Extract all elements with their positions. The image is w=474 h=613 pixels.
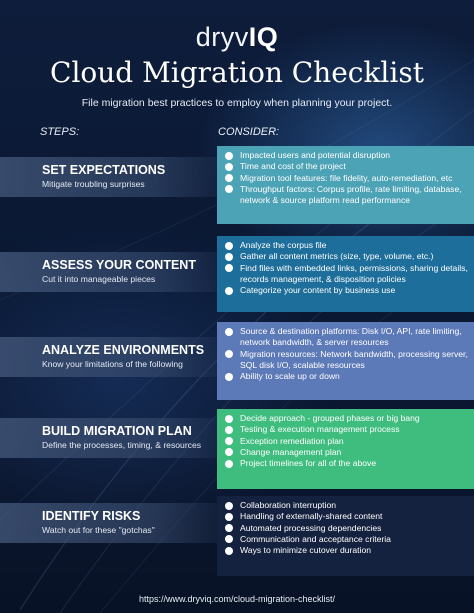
- bullet-icon: [225, 415, 233, 423]
- bullet-icon: [225, 437, 233, 445]
- bullet-icon: [225, 502, 233, 510]
- consider-panel-identify-risks: [217, 496, 474, 576]
- checklist-item: Categorize your content by business use: [240, 285, 470, 296]
- step-title: IDENTIFY RISKS: [42, 509, 141, 523]
- bullet-icon: [225, 163, 233, 171]
- steps-column-header: STEPS:: [40, 126, 80, 138]
- step-identify-risks: [0, 503, 222, 543]
- step-title: SET EXPECTATIONS: [42, 163, 166, 177]
- bullet-icon: [225, 242, 233, 250]
- step-analyze-environments: [0, 337, 222, 377]
- checklist-item: Testing & execution management process: [240, 424, 470, 435]
- checklist-item: Ability to scale up or down: [240, 371, 470, 382]
- checklist-item: Throughput factors: Corpus profile, rate limiting, database, network & source platform read performance: [240, 184, 470, 207]
- step-build-migration-plan: [0, 418, 222, 458]
- bullet-icon: [225, 287, 233, 295]
- page-title: Cloud Migration Checklist: [50, 56, 424, 89]
- consider-panel-analyze-environments: [217, 322, 474, 400]
- step-subtitle: Cut it into manageable pieces: [42, 274, 156, 284]
- step-title: ASSESS YOUR CONTENT: [42, 258, 196, 272]
- page-subtitle: File migration best practices to employ when planning your project.: [81, 97, 393, 109]
- checklist-item: Communication and acceptance criteria: [240, 534, 470, 545]
- step-assess-your-content: [0, 252, 222, 292]
- bullet-icon: [225, 535, 233, 543]
- checklist-item: Gather all content metrics (size, type, volume, etc.): [240, 251, 470, 262]
- bullet-icon: [225, 152, 233, 160]
- consider-panel-assess-your-content: [217, 236, 474, 312]
- logo-text-bold: IQ: [248, 22, 279, 52]
- bullet-icon: [225, 328, 233, 336]
- consider-column-header: CONSIDER:: [218, 126, 280, 138]
- consider-panel-set-expectations: [217, 146, 474, 224]
- bullet-icon: [225, 174, 233, 182]
- bullet-icon: [225, 185, 233, 193]
- checklist-item: Impacted users and potential disruption: [240, 150, 470, 161]
- checklist-item: Change management plan: [240, 447, 470, 458]
- checklist-item: Time and cost of the project: [240, 161, 470, 172]
- bullet-icon: [225, 373, 233, 381]
- brand-logo: [0, 22, 474, 53]
- bullet-icon: [225, 524, 233, 532]
- checklist-item: Automated processing dependencies: [240, 523, 470, 534]
- logo-text-light: dryv: [195, 22, 249, 52]
- bullet-icon: [225, 264, 233, 272]
- checklist-item: Collaboration interruption: [240, 500, 470, 511]
- bullet-icon: [225, 513, 233, 521]
- checklist-item: Project timelines for all of the above: [240, 458, 470, 469]
- checklist-item: Analyze the corpus file: [240, 240, 470, 251]
- checklist-item: Find files with embedded links, permissions, sharing details, records management, & disposition policies: [240, 263, 470, 286]
- step-subtitle: Mitigate troubling surprises: [42, 179, 145, 189]
- step-title: BUILD MIGRATION PLAN: [42, 424, 192, 438]
- checklist-item: Source & destination platforms: Disk I/O, API, rate limiting, network bandwidth, & server resources: [240, 326, 470, 349]
- step-subtitle: Know your limitations of the following: [42, 359, 183, 369]
- bullet-icon: [225, 448, 233, 456]
- step-title: ANALYZE ENVIRONMENTS: [42, 343, 205, 357]
- checklist-item: Migration tool features: file fidelity, auto-remediation, etc: [240, 173, 470, 184]
- checklist-item: Exception remediation plan: [240, 436, 470, 447]
- bullet-icon: [225, 547, 233, 555]
- consider-panel-build-migration-plan: [217, 409, 474, 489]
- footer-url-link[interactable]: https://www.dryviq.com/cloud-migration-checklist/: [138, 594, 336, 604]
- checklist-item: Ways to minimize cutover duration: [240, 545, 470, 556]
- checklist-item: Migration resources: Network bandwidth, processing server, SQL disk I/O, scalable resources: [240, 349, 470, 372]
- bullet-icon: [225, 253, 233, 261]
- step-subtitle: Watch out for these "gotchas": [42, 525, 155, 535]
- checklist-item: Decide approach - grouped phases or big bang: [240, 413, 470, 424]
- step-subtitle: Define the processes, timing, & resources: [42, 440, 202, 450]
- checklist-item: Handling of externally-shared content: [240, 511, 470, 522]
- bullet-icon: [225, 426, 233, 434]
- bullet-icon: [225, 350, 233, 358]
- bullet-icon: [225, 460, 233, 468]
- step-set-expectations: [0, 157, 222, 197]
